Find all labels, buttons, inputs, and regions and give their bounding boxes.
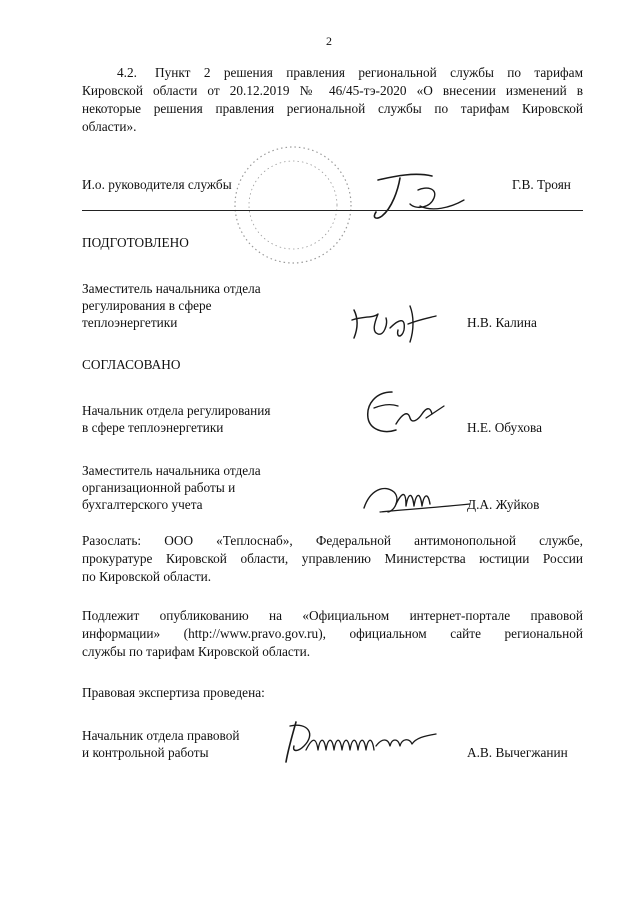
publication-line-1: Подлежит опубликованию на «Официальном интернет-портале правовой bbox=[82, 608, 583, 623]
legal-review-name: А.В. Вычегжанин bbox=[467, 745, 568, 760]
legal-review-statement: Правовая экспертиза проведена: bbox=[82, 685, 265, 700]
clause-line-4: области». bbox=[82, 119, 137, 134]
approver-1-position-line-1: Начальник отдела регулирования bbox=[82, 403, 271, 418]
signature-divider bbox=[82, 210, 583, 211]
page-number: 2 bbox=[326, 34, 332, 48]
approver-2-position-line-1: Заместитель начальника отдела bbox=[82, 463, 261, 478]
prepared-position-line-1: Заместитель начальника отдела bbox=[82, 281, 261, 296]
approver-2-name: Д.А. Жуйков bbox=[467, 497, 540, 512]
distribution-line-2: прокуратуре Кировской области, управлению Министерства юстиции России bbox=[82, 551, 583, 566]
approver-1-signature bbox=[362, 384, 446, 440]
prepared-position-line-2: регулирования в сфере bbox=[82, 298, 212, 313]
approved-heading: СОГЛАСОВАНО bbox=[82, 357, 181, 372]
approver-1-name: Н.Е. Обухова bbox=[467, 420, 543, 435]
clause-line-2: Кировской области от 20.12.2019 № 46/45-тэ-2020 «О внесении изменений в bbox=[82, 83, 583, 98]
head-name: Г.В. Троян bbox=[512, 177, 571, 192]
head-position: И.о. руководителя службы bbox=[82, 177, 232, 192]
approver-2-position-line-3: бухгалтерского учета bbox=[82, 497, 203, 512]
clause-line-1: Пункт 2 решения правления региональной службы по тарифам bbox=[155, 65, 583, 80]
prepared-position-line-3: теплоэнергетики bbox=[82, 315, 178, 330]
clause-number: 4.2. bbox=[117, 65, 137, 80]
legal-review-signature bbox=[282, 716, 442, 766]
prepared-name: Н.В. Калина bbox=[467, 315, 537, 330]
publication-line-2: информации» (http://www.pravo.gov.ru), официальном сайте региональной bbox=[82, 626, 583, 641]
clause-line-3: некоторые решения правления региональной службы по тарифам Кировской bbox=[82, 101, 583, 116]
approver-1-position-line-2: в сфере теплоэнергетики bbox=[82, 420, 224, 435]
prepared-signature bbox=[348, 294, 440, 346]
approver-2-position-line-2: организационной работы и bbox=[82, 480, 236, 495]
legal-review-position-line-1: Начальник отдела правовой bbox=[82, 728, 240, 743]
distribution-line-1: Разослать: ООО «Теплоснаб», Федеральной антимонопольной службе, bbox=[82, 533, 583, 548]
official-stamp-mark bbox=[228, 140, 358, 270]
prepared-heading: ПОДГОТОВЛЕНО bbox=[82, 235, 189, 250]
head-signature bbox=[360, 160, 470, 230]
legal-review-position-line-2: и контрольной работы bbox=[82, 745, 209, 760]
approver-2-signature bbox=[360, 478, 472, 520]
distribution-line-3: по Кировской области. bbox=[82, 569, 212, 584]
publication-line-3: службы по тарифам Кировской области. bbox=[82, 644, 311, 659]
